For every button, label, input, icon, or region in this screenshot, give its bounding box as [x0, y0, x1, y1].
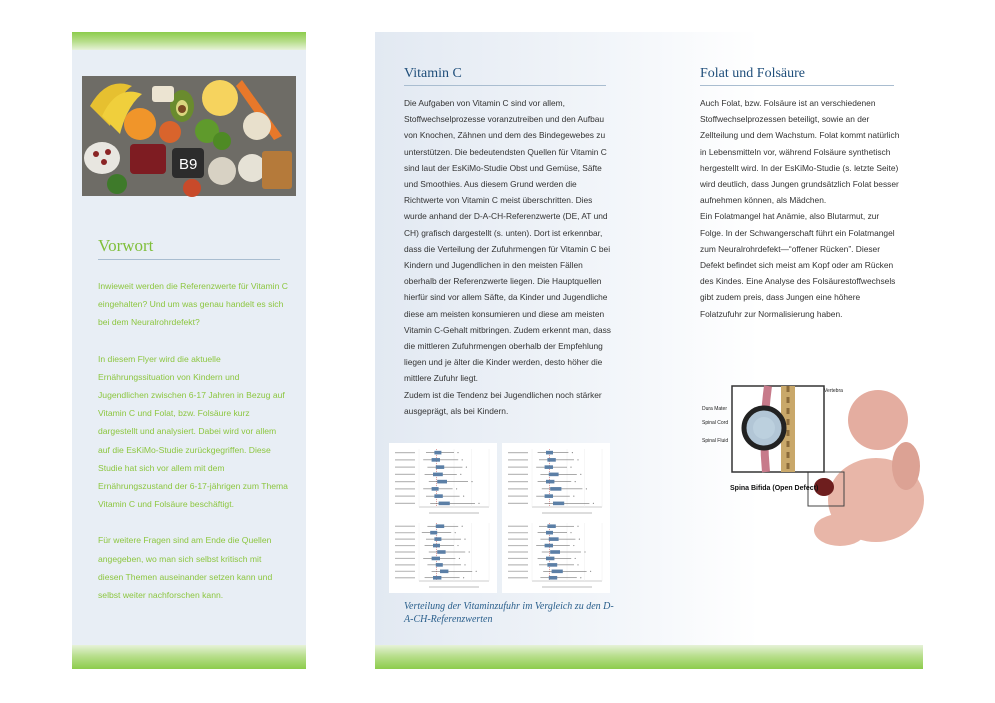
bottom-green-bar-right	[375, 645, 923, 669]
spina-caption: Spina Bifida (Open Defect)	[730, 485, 819, 492]
label-cord: Spinal Cord	[702, 420, 729, 426]
folat-paragraph-2: Ein Folatmangel hat Anämie, also Blutarmut, zur Folge. In der Schwangerschaft führt ein Folatmangel zum Neuralrohrdefekt—“offener Rücken”. Dieser Defekt befindet sich meist am Kopf oder am Rücken des Kindes. Eine Analyse des Folsäurestoffwechsels gibt zudem preis, dass Jungen eine höhere Folatzufuhr zur Normalisierung haben.	[700, 211, 896, 319]
chart-caption: Verteilung der Vitaminzufuhr im Vergleich zu den D-A-CH-Referenzwerten	[404, 601, 614, 625]
label-vertebra: Vertebra	[824, 388, 843, 394]
bottom-green-bar-left	[72, 645, 306, 669]
vorwort-rule	[98, 259, 280, 260]
vitamin-c-rule	[404, 85, 606, 86]
vitamin-c-paragraph-2: Zudem ist die Tendenz bei Jugendlichen noch stärker ausgeprägt, als bei Kindern.	[404, 389, 602, 416]
b9-label: B9	[179, 156, 198, 173]
label-dura: Dura Mater	[702, 406, 728, 412]
vorwort-title: Vorwort	[98, 236, 154, 255]
spina-bifida-illustration	[702, 380, 928, 550]
food-illustration	[82, 76, 296, 196]
boxplot-chart-4	[502, 517, 610, 593]
vorwort-text	[98, 277, 288, 622]
label-fluid: Spinal Fluid	[702, 438, 729, 444]
vitamin-c-title: Vitamin C	[404, 66, 462, 81]
food-photo	[82, 76, 296, 196]
boxplot-chart-3	[389, 517, 497, 593]
vitamin-c-paragraph-1: Die Aufgaben von Vitamin C sind vor allem, Stoffwechselprozesse voranzutreiben und den Aufbau von Knochen, Zähnen und dem des Bindegewebes zu unterstützen. Die bedeutendsten Quellen für Vitamin C sind laut der EsKiMo-Studie Obst und Gemüse, Säfte und Smoothies. Aus diesem Grund werden die Richtwerte von Vitamin C meist überschritten. Dies wurde anhand der D-A-CH-Referenzwerte (DE, AT und CH) grafisch dargestellt (s. unten). Dort ist erkennbar, dass die Verteilung der Zufuhrmengen für Vitamin C bei Kindern und Jugendlichen in den meisten Fällen oberhalb der Referenzwerte liegen. Die Hauptquellen hierfür sind vor allem Säfte, da Kinder und Jugendliche diese am meisten konsumieren und diese am meisten Vitamin C-Gehalt mitbringen. Zudem erkennt man, dass die mittleren Zufuhrmengen oberhalb der Empfehlung liegen und je älter die Kinder werden, desto höher die mittlere Zufuhr liegt.	[404, 98, 611, 384]
folat-text	[700, 95, 900, 322]
folat-rule	[700, 85, 894, 86]
vorwort-paragraph-3: Für weitere Fragen sind am Ende die Quellen angegeben, wo man sich selbst kritisch mit diesen Themen auseinander setzen kann und selbst weiter nachforschen kann.	[98, 535, 273, 601]
vorwort-paragraph-1: Inwieweit werden die Referenzwerte für Vitamin C eingehalten? Und um was genau handelt es sich bei dem Neuralrohrdefekt?	[98, 281, 288, 328]
vitamin-c-text	[404, 95, 614, 419]
vorwort-paragraph-2: In diesem Flyer wird die aktuelle Ernährungssituation von Kindern und Jugendlichen zwischen 6-17 Jahren in Bezug auf Vitamin C und Folat, bzw. Folsäure kurz dargestellt und analysiert. Dabei wird vor allem auf die EsKiMo-Studie zurückgegriffen. Diese Studie hat sich vor allem mit dem Ernährungszustand der 6-17-jährigen zum Thema Vitamin C und Folsäure beschäftigt.	[98, 353, 288, 510]
boxplot-chart-2	[502, 443, 610, 519]
folat-title: Folat und Folsäure	[700, 66, 805, 81]
top-green-bar-left	[72, 32, 306, 50]
folat-paragraph-1: Auch Folat, bzw. Folsäure ist an verschiedenen Stoffwechselprozessen beteiligt, sowie an der Zellteilung und dem Wachstum. Folat kommt natürlich in Lebensmitteln vor, während Folsäure synthetisch hergestellt wird. In der EsKiMo-Studie (s. letzte Seite) wird deutlich, dass Jungen grundsätzlich Folat besser aufnehmen können, als Mädchen.	[700, 98, 900, 206]
boxplot-chart-1	[389, 443, 497, 519]
